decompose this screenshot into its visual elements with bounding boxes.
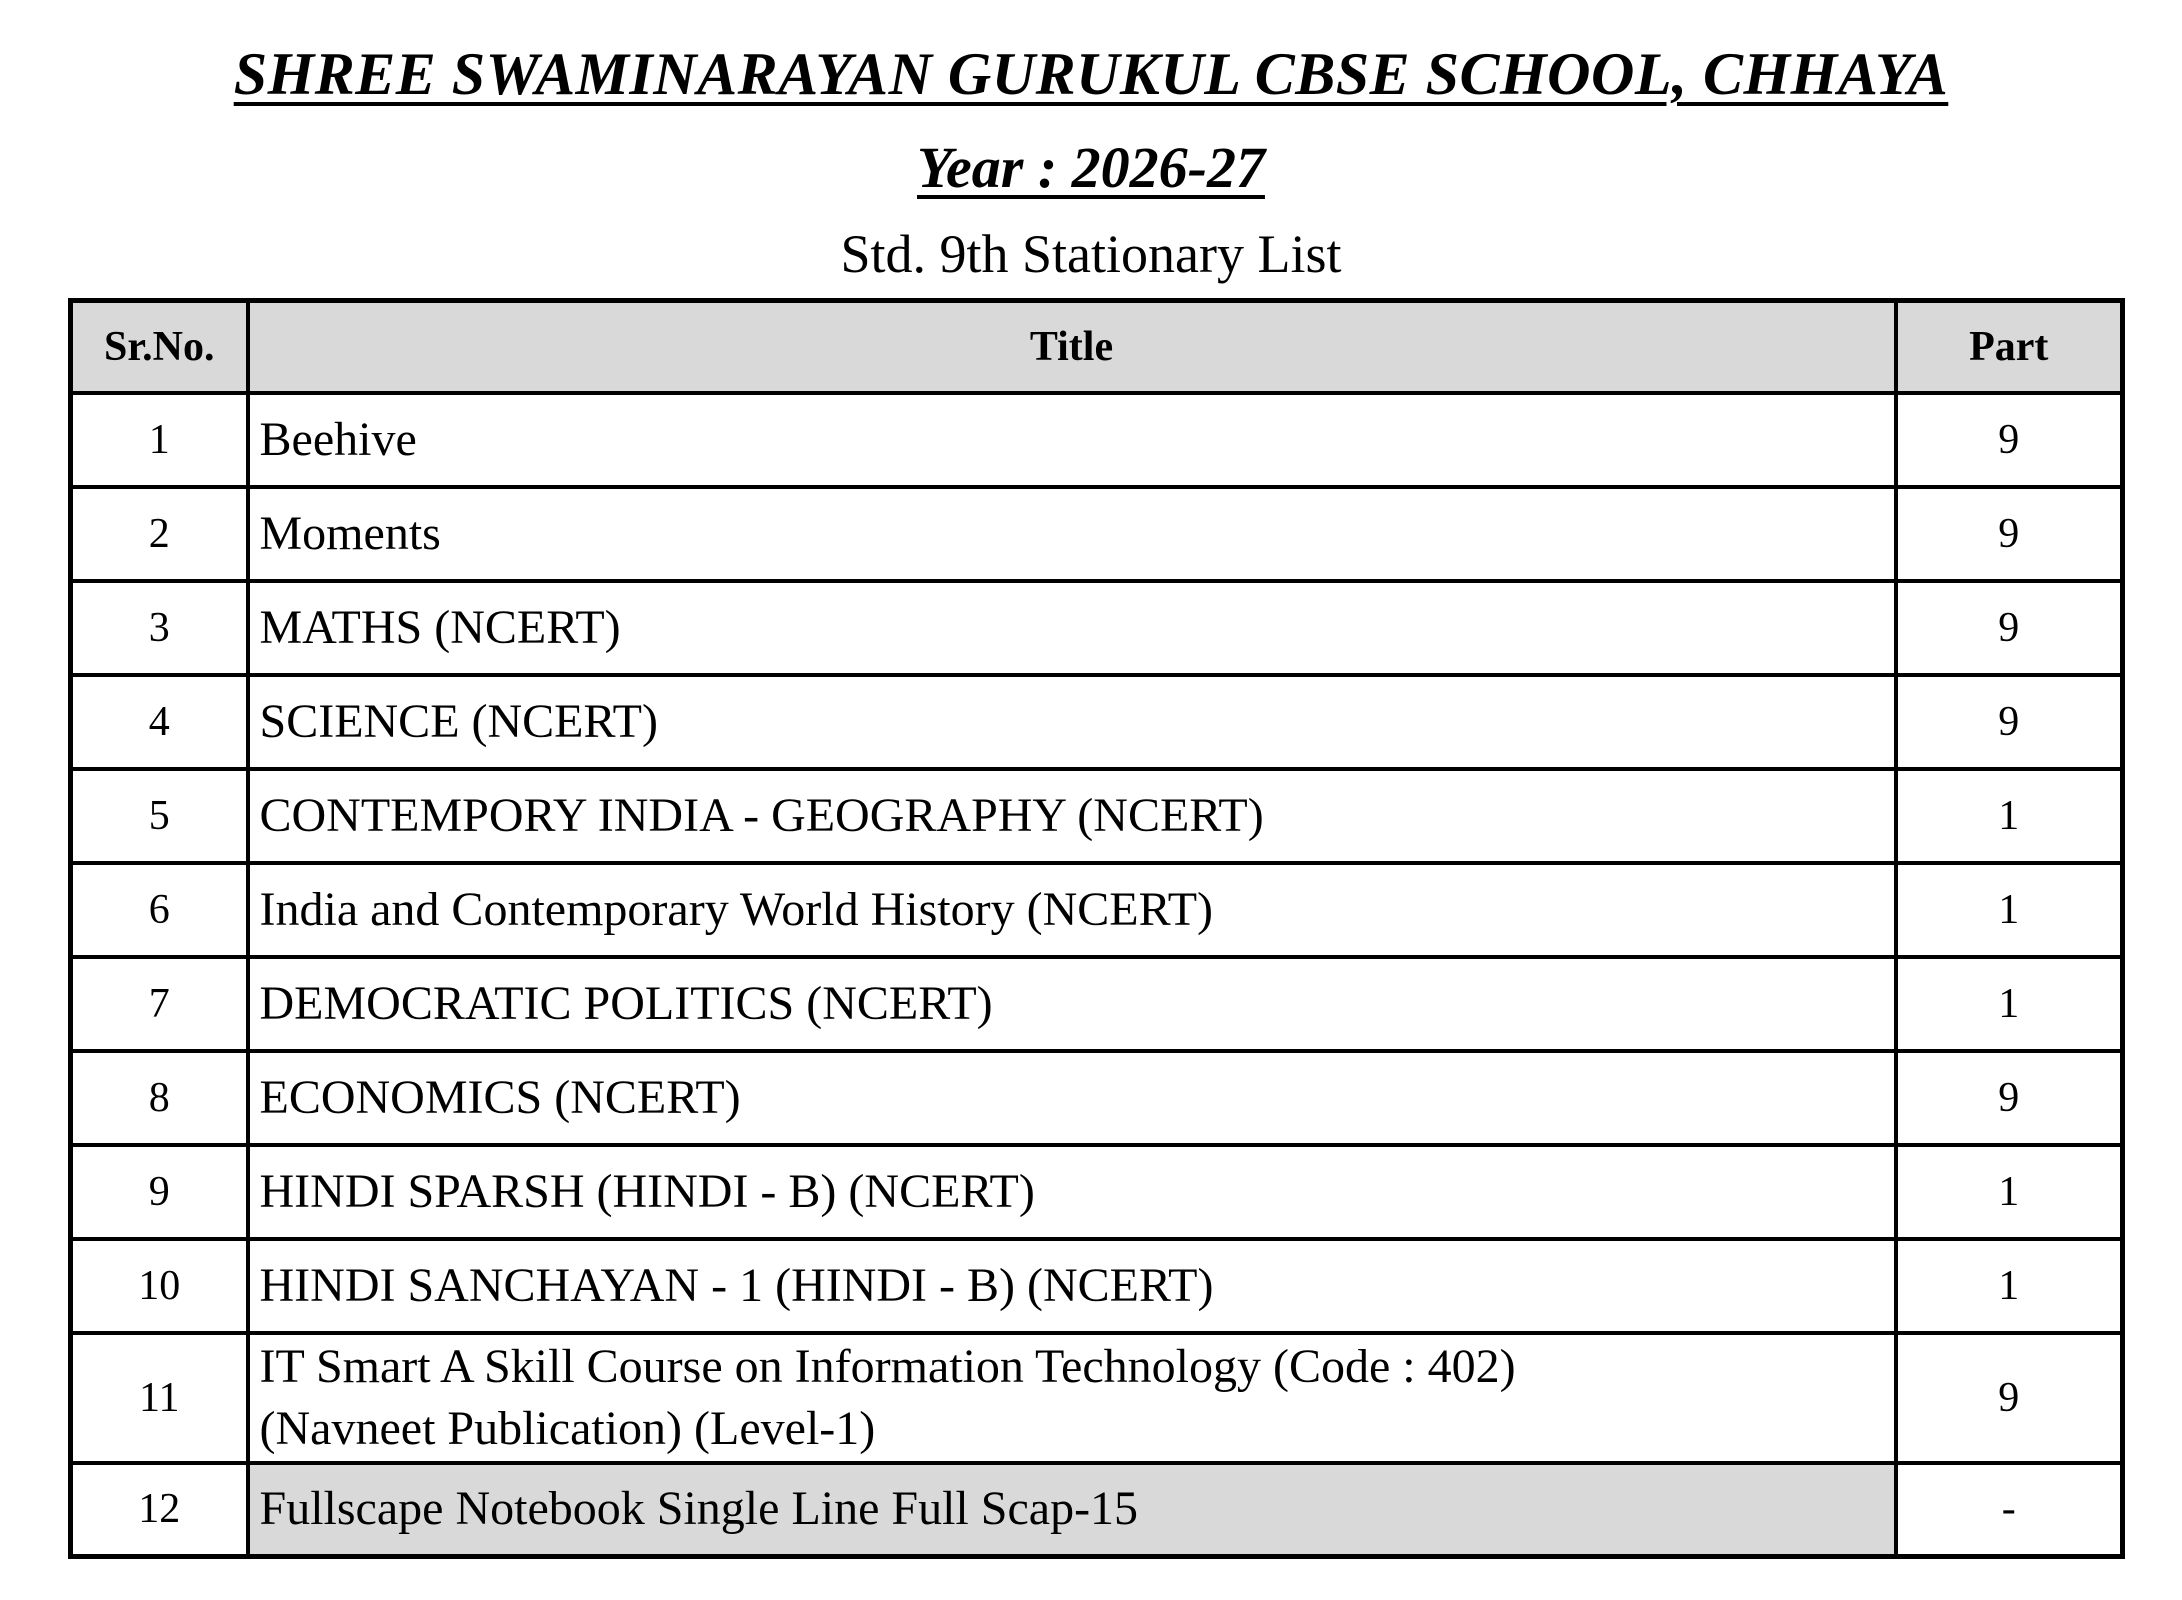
sr-no-cell: 8 bbox=[71, 1051, 248, 1145]
table-row bbox=[71, 769, 2123, 863]
part-cell: 9 bbox=[1896, 675, 2123, 769]
sr-no-cell: 4 bbox=[71, 675, 248, 769]
table-row bbox=[71, 1333, 2123, 1463]
sr-no-cell: 1 bbox=[71, 393, 248, 487]
sr-no-cell: 9 bbox=[71, 1145, 248, 1239]
title-cell: HINDI SPARSH (HINDI - B) (NCERT) bbox=[248, 1145, 1896, 1239]
academic-year: Year : 2026-27 bbox=[917, 135, 1265, 200]
title-cell: DEMOCRATIC POLITICS (NCERT) bbox=[248, 957, 1896, 1051]
part-cell: 1 bbox=[1896, 1239, 2123, 1333]
table-row bbox=[71, 1145, 2123, 1239]
stationery-table bbox=[68, 298, 2125, 1559]
sr-no-cell: 6 bbox=[71, 863, 248, 957]
sr-no-cell: 10 bbox=[71, 1239, 248, 1333]
table-row bbox=[71, 581, 2123, 675]
part-cell: 1 bbox=[1896, 957, 2123, 1051]
title-cell: Fullscape Notebook Single Line Full Scap-15 bbox=[248, 1463, 1896, 1557]
table-header-row bbox=[71, 301, 2123, 393]
sr-no-cell: 3 bbox=[71, 581, 248, 675]
title-cell: CONTEMPORY INDIA - GEOGRAPHY (NCERT) bbox=[248, 769, 1896, 863]
part-cell: 9 bbox=[1896, 487, 2123, 581]
part-cell: 9 bbox=[1896, 393, 2123, 487]
title-cell: ECONOMICS (NCERT) bbox=[248, 1051, 1896, 1145]
column-header-title: Title bbox=[248, 301, 1896, 393]
sr-no-cell: 11 bbox=[71, 1333, 248, 1463]
table-row bbox=[71, 863, 2123, 957]
school-name: SHREE SWAMINARAYAN GURUKUL CBSE SCHOOL, CHHAYA bbox=[233, 41, 1949, 107]
title-cell: Moments bbox=[248, 487, 1896, 581]
column-header-sr-no: Sr.No. bbox=[71, 301, 248, 393]
title-line-2: (Navneet Publication) (Level-1) bbox=[259, 1401, 876, 1455]
table-row bbox=[71, 393, 2123, 487]
part-cell: 9 bbox=[1896, 581, 2123, 675]
column-header-part: Part bbox=[1896, 301, 2123, 393]
sr-no-cell: 2 bbox=[71, 487, 248, 581]
part-cell: 9 bbox=[1896, 1333, 2123, 1463]
title-cell: HINDI SANCHAYAN - 1 (HINDI - B) (NCERT) bbox=[248, 1239, 1896, 1333]
title-cell: MATHS (NCERT) bbox=[248, 581, 1896, 675]
part-cell: 1 bbox=[1896, 863, 2123, 957]
title-cell bbox=[248, 1333, 1896, 1463]
table-row bbox=[71, 957, 2123, 1051]
sr-no-cell: 12 bbox=[71, 1463, 248, 1557]
table-row bbox=[71, 675, 2123, 769]
table-row bbox=[71, 1239, 2123, 1333]
part-cell: 9 bbox=[1896, 1051, 2123, 1145]
part-cell: - bbox=[1896, 1463, 2123, 1557]
sr-no-cell: 7 bbox=[71, 957, 248, 1051]
part-cell: 1 bbox=[1896, 1145, 2123, 1239]
title-cell: SCIENCE (NCERT) bbox=[248, 675, 1896, 769]
table-row bbox=[71, 1051, 2123, 1145]
part-cell: 1 bbox=[1896, 769, 2123, 863]
list-title: Std. 9th Stationary List bbox=[840, 224, 1342, 284]
title-cell: India and Contemporary World History (NCERT) bbox=[248, 863, 1896, 957]
title-cell: Beehive bbox=[248, 393, 1896, 487]
table-row bbox=[71, 487, 2123, 581]
title-line-1: IT Smart A Skill Course on Information Technology (Code : 402) bbox=[259, 1339, 1516, 1393]
sr-no-cell: 5 bbox=[71, 769, 248, 863]
table-row bbox=[71, 1463, 2123, 1557]
